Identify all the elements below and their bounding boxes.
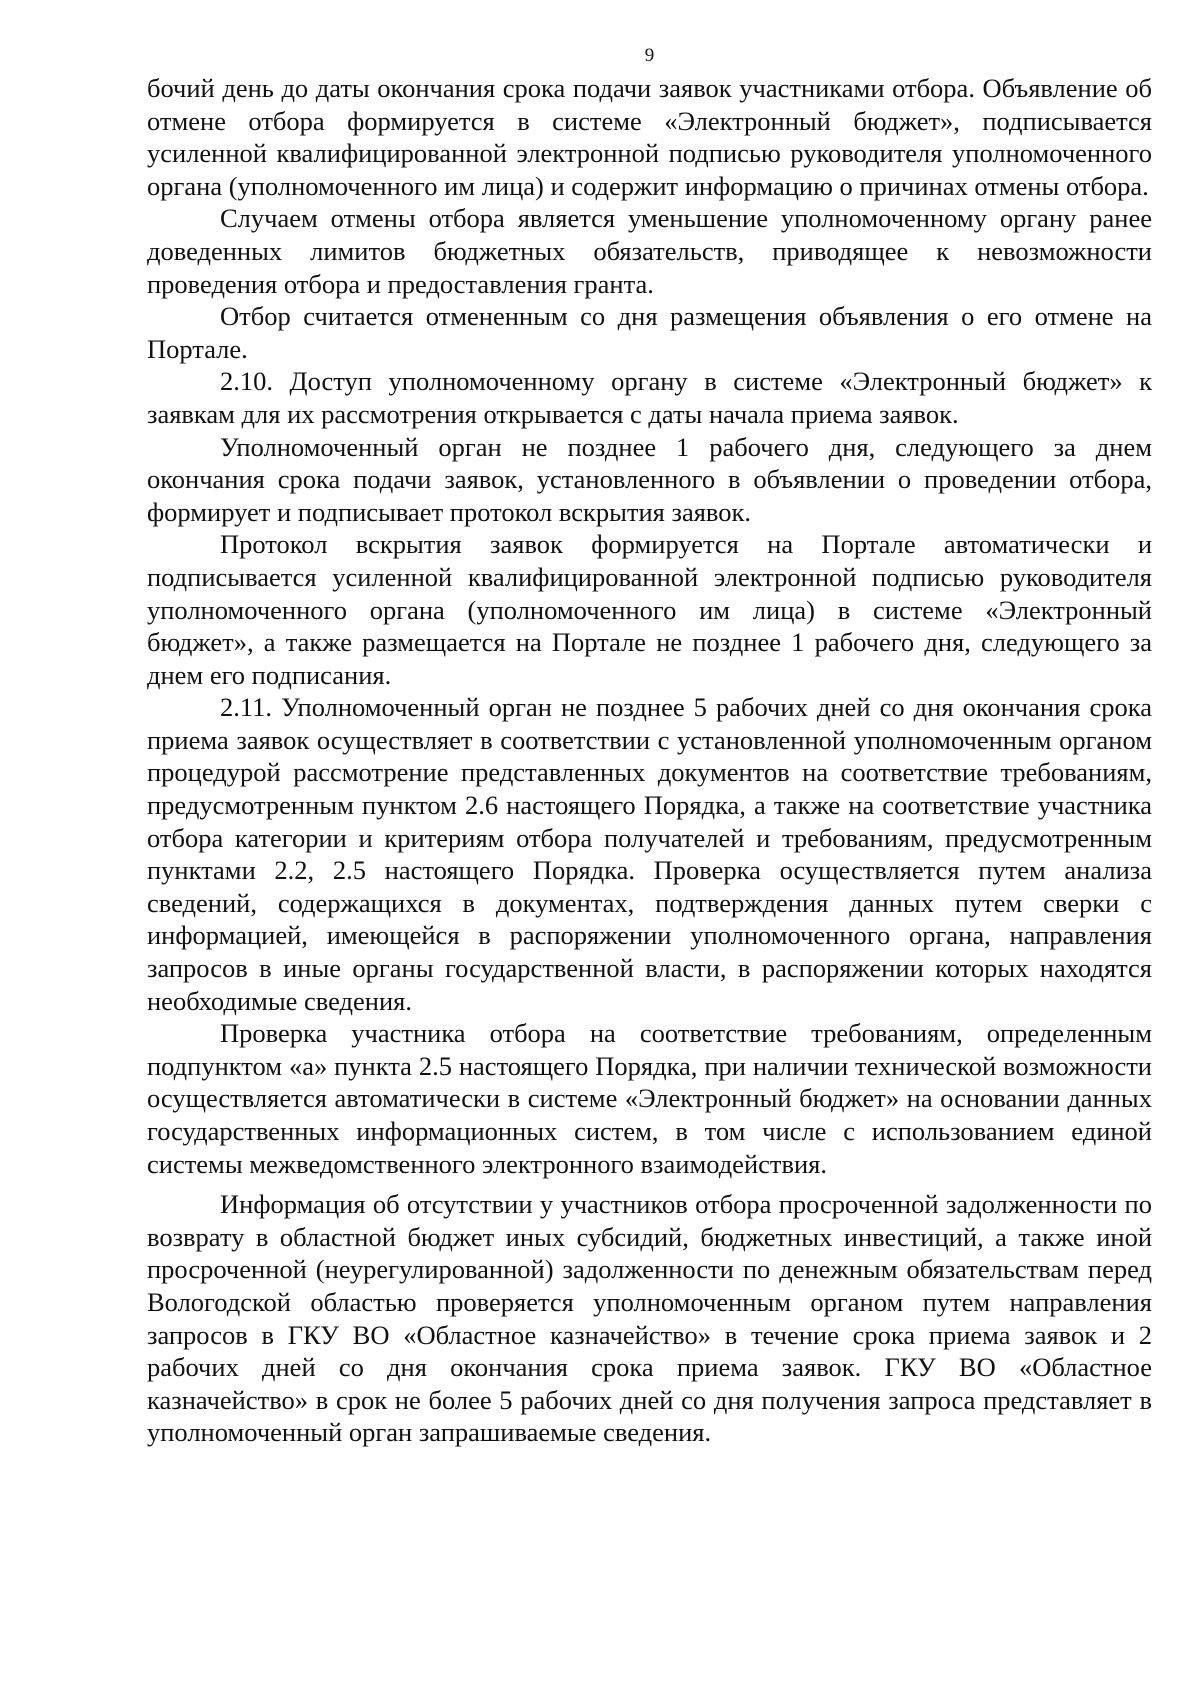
paragraph-opening-protocol-signing: Протокол вскрытия заявок формируется на Портале автоматически и подписывается усиленной квалифицированной электронной подписью руководителя уполномоченного органа (уполномоченного им лица) в системе «Электронный бюджет», а также размещается на Портале не позднее 1 рабочего дня, следующего за днем его подписания. (147, 529, 1152, 690)
paragraph-cancellation-case: Случаем отмены отбора является уменьшение уполномоченному органу ранее доведенных лимитов бюджетных обязательств, приводящее к невозможности проведения отбора и предоставления гранта. (147, 203, 1152, 299)
paragraph-section-2-10: 2.10. Доступ уполномоченному органу в системе «Электронный бюджет» к заявкам для их рассмотрения открывается с даты начала приема заявок. (147, 366, 1152, 429)
paragraph-continuation: бочий день до даты окончания срока подачи заявок участниками отбора. Объявление об отмене отбора формируется в системе «Электронный бюджет», подписывается усиленной квалифицированной электронной подписью руководителя уполномоченного органа (уполномоченного им лица) и содержит информацию о причинах отмены отбора. (147, 73, 1152, 201)
paragraph-debt-information: Информация об отсутствии у участников отбора просроченной задолженности по возврату в областной бюджет иных субсидий, бюджетных инвестиций, а также иной просроченной (неурегулированной) задолженности по денежным обязательствам перед Вологодской областью проверяется уполномоченным органом путем направления запросов в ГКУ ВО «Областное казначейство» в течение срока приема заявок и 2 рабочих дней со дня окончания срока приема заявок. ГКУ ВО «Областное казначейство» в срок не более 5 рабочих дней со дня получения запроса представляет в уполномоченный орган запрашиваемые сведения. (147, 1189, 1152, 1448)
paragraph-opening-protocol-deadline: Уполномоченный орган не позднее 1 рабочего дня, следующего за днем окончания срока подачи заявок, установленного в объявлении о проведении отбора, формирует и подписывает протокол вскрытия заявок. (147, 431, 1152, 527)
paragraph-cancellation-date: Отбор считается отмененным со дня размещения объявления о его отмене на Портале. (147, 301, 1152, 364)
paragraph-section-2-11: 2.11. Уполномоченный орган не позднее 5 рабочих дней со дня окончания срока приема заявок осуществляет в соответствии с установленной уполномоченным органом процедурой рассмотрение представленных документов на соответствие требованиям, предусмотренным пунктом 2.6 настоящего Порядка, а также на соответствие участника отбора категории и критериям отбора получателей и требованиям, предусмотренным пунктами 2.2, 2.5 настоящего Порядка. Проверка осуществляется путем анализа сведений, содержащихся в документах, подтверждения данных путем сверки с информацией, имеющейся в распоряжении уполномоченного органа, направления запросов в иные органы государственной власти, в распоряжении которых находятся необходимые сведения. (147, 692, 1152, 1016)
document-body (147, 72, 1152, 1449)
page-number: 9 (644, 45, 655, 66)
paragraph-automatic-check: Проверка участника отбора на соответствие требованиям, определенным подпунктом «а» пункта 2.5 настоящего Порядка, при наличии технической возможности осуществляется автоматически в системе «Электронный бюджет» на основании данных государственных информационных систем, в том числе с использованием единой системы межведомственного электронного взаимодействия. (147, 1018, 1152, 1179)
